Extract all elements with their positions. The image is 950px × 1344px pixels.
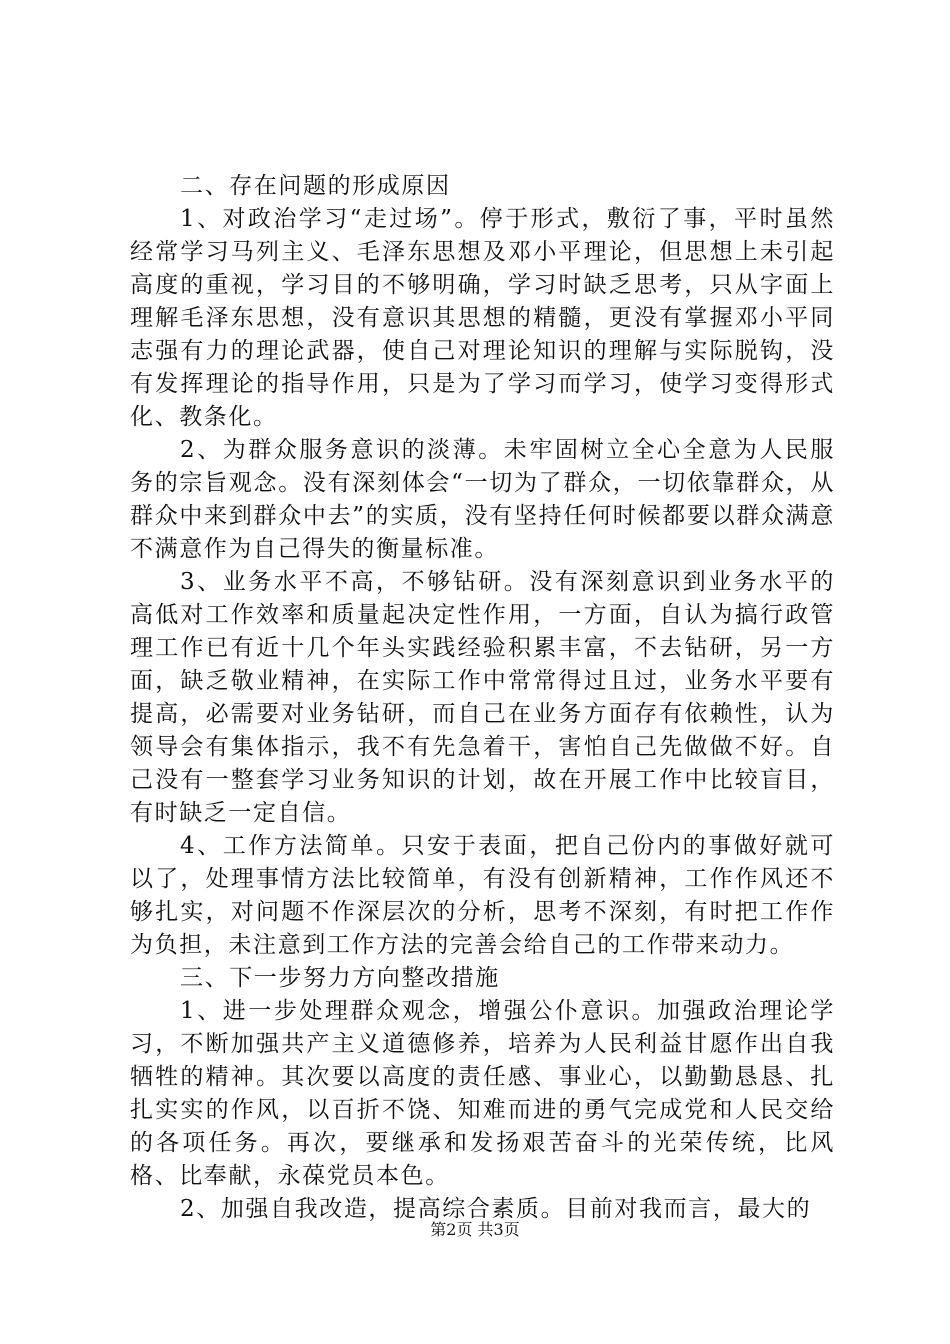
paragraph-work-method: 4、工作方法简单。只安于表面，把自己份内的事做好就可以了，处理事情方法比较简单，有没有创新精神，工作作风还不够扎实，对问题不作深层次的分析，思考不深刻，有时把工作作为负担，未注意到工作方法的完善会给自己的工作带来动力。 (130, 833, 835, 958)
paragraph-self-improvement: 2、加强自我改造，提高综合素质。目前对我而言，最大的 (180, 1196, 812, 1222)
document-body (130, 170, 835, 1226)
paragraph-service-awareness: 2、为群众服务意识的淡薄。未牢固树立全心全意为人民服务的宗旨观念。没有深刻体会“一切为了群众，一切依靠群众，从群众中来到群众中去”的实质，没有坚持任何时候都要以群众满意不满意作为自己得失的衡量标准。 (130, 437, 835, 562)
section-heading-causes: 二、存在问题的形成原因 (180, 173, 451, 199)
page-number-footer: 第2页 共3页 (430, 1220, 520, 1239)
paragraph-mass-concept: 1、进一步处理群众观念，增强公仆意识。加强政治理论学习，不断加强共产主义道德修养，培养为人民利益甘愿作出自我牺牲的精神。其次要以高度的责任感、事业心，以勤勤恳恳、扎扎实实的作风，以百折不饶、知难而进的勇气完成党和人民交给的各项任务。再次，要继承和发扬艰苦奋斗的光荣传统，比风格、比奉献，永葆党员本色。 (130, 998, 835, 1189)
section-heading-measures: 三、下一步努力方向整改措施 (180, 965, 500, 991)
paragraph-business-level: 3、业务水平不高，不够钻研。没有深刻意识到业务水平的高低对工作效率和质量起决定性作用，一方面，自认为搞行政管理工作已有近十几个年头实践经验积累丰富，不去钻研，另一方面，缺乏敬业精神，在实际工作中常常得过且过，业务水平要有提高，必需要对业务钻研，而自己在业务方面存有依赖性，认为领导会有集体指示，我不有先急着干，害怕自己先做做不好。自己没有一整套学习业务知识的计划，故在开展工作中比较盲目，有时缺乏一定自信。 (130, 569, 835, 826)
paragraph-political-study: 1、对政治学习“走过场”。停于形式，敷衍了事，平时虽然经常学习马列主义、毛泽东思想及邓小平理论，但思想上未引起高度的重视，学习目的不够明确，学习时缺乏思考，只从字面上理解毛泽东思想，没有意识其思想的精髓，更没有掌握邓小平同志强有力的理论武器，使自己对理论知识的理解与实际脱钩，没有发挥理论的指导作用，只是为了学习而学习，使学习变得形式化、教条化。 (130, 206, 835, 430)
